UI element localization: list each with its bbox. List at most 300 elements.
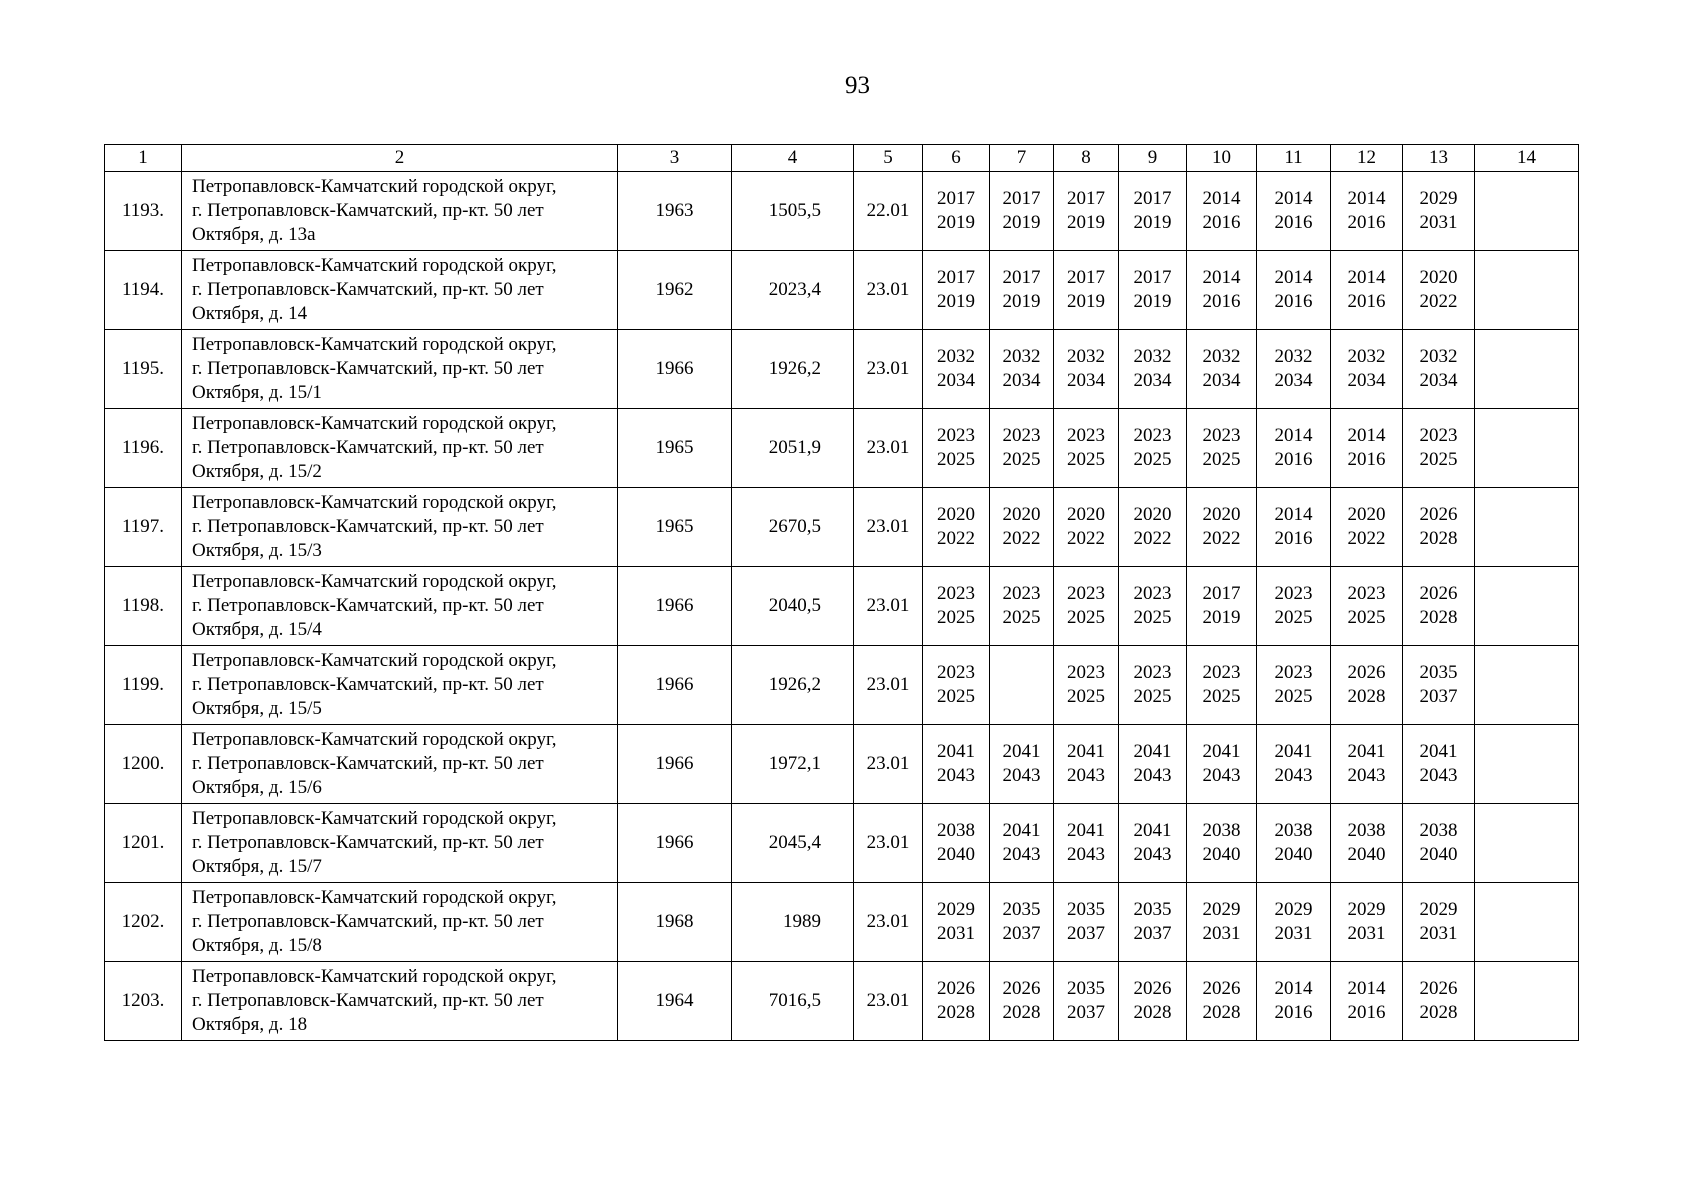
period-end-year: 2025 xyxy=(1419,449,1458,470)
period-end-year: 2019 xyxy=(1067,291,1105,312)
address-line: Октября, д. 14 xyxy=(192,303,308,324)
period-end-year: 2025 xyxy=(937,607,975,628)
address-line: Октября, д. 15/2 xyxy=(192,461,322,482)
period-cell-col-7 xyxy=(990,172,1054,251)
period-start-year: 2032 xyxy=(1067,346,1105,367)
period-cell-col-13 xyxy=(1403,172,1475,251)
row-number: 1198. xyxy=(105,567,182,646)
address-cell xyxy=(182,409,618,488)
column-header-11: 11 xyxy=(1257,145,1331,172)
period-end-year: 2025 xyxy=(1274,686,1313,707)
period-cell-col-9 xyxy=(1119,883,1187,962)
row-number: 1203. xyxy=(105,962,182,1041)
period-cell-col-9 xyxy=(1119,488,1187,567)
address-line: Октября, д. 15/1 xyxy=(192,382,322,403)
period-start-year: 2020 xyxy=(1347,504,1386,525)
period-cell-col-8 xyxy=(1054,962,1119,1041)
column-header-10: 10 xyxy=(1187,145,1257,172)
period-end-year: 2019 xyxy=(1202,607,1241,628)
period-cell-col-12 xyxy=(1331,962,1403,1041)
period-start-year: 2014 xyxy=(1347,267,1386,288)
address-line: Петропавловск-Камчатский городской округ, xyxy=(192,650,557,671)
period-start-year: 2017 xyxy=(937,267,975,288)
period-end-year: 2025 xyxy=(1133,686,1172,707)
table-header xyxy=(105,145,1579,172)
code-cell: 23.01 xyxy=(854,883,923,962)
period-end-year: 2016 xyxy=(1274,212,1313,233)
code-cell: 23.01 xyxy=(854,804,923,883)
period-cell-col-11 xyxy=(1257,488,1331,567)
period-start-year: 2041 xyxy=(1002,741,1041,762)
period-cell-col-11 xyxy=(1257,962,1331,1041)
table-row xyxy=(105,567,1579,646)
build-year: 1966 xyxy=(618,725,732,804)
address-cell xyxy=(182,725,618,804)
period-end-year: 2034 xyxy=(1202,370,1241,391)
period-start-year: 2035 xyxy=(1067,978,1105,999)
period-start-year: 2017 xyxy=(1002,188,1041,209)
address-line: г. Петропавловск-Камчатский, пр-кт. 50 лет xyxy=(192,437,544,458)
period-cell-col-11 xyxy=(1257,251,1331,330)
period-end-year: 2040 xyxy=(1274,844,1313,865)
period-start-year: 2038 xyxy=(1419,820,1458,841)
period-start-year: 2026 xyxy=(1419,504,1458,525)
address-line: Октября, д. 15/4 xyxy=(192,619,322,640)
address-line: г. Петропавловск-Камчатский, пр-кт. 50 лет xyxy=(192,911,544,932)
col14-cell xyxy=(1475,251,1579,330)
period-end-year: 2034 xyxy=(1002,370,1041,391)
period-cell-col-7 xyxy=(990,251,1054,330)
period-start-year: 2026 xyxy=(1347,662,1386,683)
col14-cell xyxy=(1475,488,1579,567)
period-end-year: 2040 xyxy=(937,844,975,865)
period-start-year: 2029 xyxy=(1419,899,1458,920)
table-row xyxy=(105,251,1579,330)
row-number: 1195. xyxy=(105,330,182,409)
code-cell: 23.01 xyxy=(854,962,923,1041)
period-cell-col-13 xyxy=(1403,488,1475,567)
period-end-year: 2043 xyxy=(1274,765,1313,786)
period-cell-col-13 xyxy=(1403,409,1475,488)
total-area: 2045,4 xyxy=(732,804,854,883)
code-cell: 23.01 xyxy=(854,567,923,646)
period-cell-col-11 xyxy=(1257,567,1331,646)
build-year: 1968 xyxy=(618,883,732,962)
period-cell-col-8 xyxy=(1054,251,1119,330)
period-start-year: 2020 xyxy=(1202,504,1241,525)
period-end-year: 2034 xyxy=(1274,370,1313,391)
total-area: 1989 xyxy=(732,883,854,962)
address-line: г. Петропавловск-Камчатский, пр-кт. 50 лет xyxy=(192,200,544,221)
period-start-year: 2020 xyxy=(937,504,975,525)
period-end-year: 2031 xyxy=(1202,923,1241,944)
period-end-year: 2028 xyxy=(1347,686,1386,707)
address-line: Петропавловск-Камчатский городской округ, xyxy=(192,808,557,829)
col14-cell xyxy=(1475,409,1579,488)
address-line: г. Петропавловск-Камчатский, пр-кт. 50 лет xyxy=(192,358,544,379)
period-start-year: 2023 xyxy=(937,425,975,446)
period-cell-col-9 xyxy=(1119,567,1187,646)
build-year: 1966 xyxy=(618,646,732,725)
period-start-year: 2032 xyxy=(1133,346,1172,367)
address-cell xyxy=(182,172,618,251)
period-end-year: 2016 xyxy=(1347,291,1386,312)
period-start-year: 2041 xyxy=(1202,741,1241,762)
period-end-year: 2028 xyxy=(1419,1002,1458,1023)
address-line: Октября, д. 15/5 xyxy=(192,698,322,719)
period-cell-col-7 xyxy=(990,883,1054,962)
period-cell-col-6 xyxy=(923,962,990,1041)
address-line: г. Петропавловск-Камчатский, пр-кт. 50 лет xyxy=(192,595,544,616)
period-cell-col-8 xyxy=(1054,646,1119,725)
period-end-year: 2040 xyxy=(1202,844,1241,865)
period-end-year: 2019 xyxy=(1133,212,1172,233)
period-cell-col-13 xyxy=(1403,725,1475,804)
period-start-year: 2014 xyxy=(1347,978,1386,999)
period-start-year: 2014 xyxy=(1274,425,1313,446)
address-line: Петропавловск-Камчатский городской округ, xyxy=(192,887,557,908)
period-end-year: 2022 xyxy=(1002,528,1041,549)
period-start-year: 2038 xyxy=(1202,820,1241,841)
period-end-year: 2043 xyxy=(1002,765,1041,786)
period-cell-col-10 xyxy=(1187,962,1257,1041)
address-line: Петропавловск-Камчатский городской округ, xyxy=(192,492,557,513)
period-cell-col-7 xyxy=(990,330,1054,409)
col14-cell xyxy=(1475,883,1579,962)
address-line: Октября, д. 15/3 xyxy=(192,540,322,561)
period-cell-col-10 xyxy=(1187,488,1257,567)
period-cell-col-10 xyxy=(1187,725,1257,804)
build-year: 1966 xyxy=(618,567,732,646)
address-cell xyxy=(182,251,618,330)
period-cell-col-13 xyxy=(1403,962,1475,1041)
period-end-year: 2016 xyxy=(1347,449,1386,470)
address-line: Октября, д. 18 xyxy=(192,1014,308,1035)
period-end-year: 2025 xyxy=(1002,449,1041,470)
period-end-year: 2034 xyxy=(1133,370,1172,391)
period-end-year: 2043 xyxy=(937,765,975,786)
period-end-year: 2025 xyxy=(1002,607,1041,628)
code-cell: 23.01 xyxy=(854,646,923,725)
build-year: 1965 xyxy=(618,488,732,567)
period-cell-col-11 xyxy=(1257,725,1331,804)
address-line: г. Петропавловск-Камчатский, пр-кт. 50 лет xyxy=(192,516,544,537)
col14-cell xyxy=(1475,172,1579,251)
row-number: 1199. xyxy=(105,646,182,725)
period-end-year: 2040 xyxy=(1347,844,1386,865)
table-body xyxy=(105,172,1579,1041)
period-end-year: 2034 xyxy=(937,370,975,391)
period-cell-col-6 xyxy=(923,488,990,567)
period-start-year: 2020 xyxy=(1002,504,1041,525)
address-cell xyxy=(182,962,618,1041)
period-cell-col-13 xyxy=(1403,646,1475,725)
period-start-year: 2023 xyxy=(1002,583,1041,604)
period-end-year: 2016 xyxy=(1347,212,1386,233)
total-area: 1926,2 xyxy=(732,646,854,725)
period-cell-col-13 xyxy=(1403,567,1475,646)
period-start-year: 2023 xyxy=(1133,583,1172,604)
period-cell-col-8 xyxy=(1054,725,1119,804)
column-header-4: 4 xyxy=(732,145,854,172)
period-cell-col-7 xyxy=(990,409,1054,488)
table-row xyxy=(105,804,1579,883)
period-end-year: 2016 xyxy=(1274,1002,1313,1023)
period-start-year: 2017 xyxy=(1067,188,1105,209)
period-cell-col-10 xyxy=(1187,804,1257,883)
code-cell: 23.01 xyxy=(854,488,923,567)
period-start-year: 2032 xyxy=(1002,346,1041,367)
period-end-year: 2028 xyxy=(1419,607,1458,628)
period-cell-col-9 xyxy=(1119,409,1187,488)
period-cell-col-9 xyxy=(1119,804,1187,883)
period-start-year: 2023 xyxy=(1002,425,1041,446)
period-end-year: 2043 xyxy=(1133,844,1172,865)
period-cell-col-8 xyxy=(1054,409,1119,488)
period-cell-col-6 xyxy=(923,804,990,883)
period-cell-col-6 xyxy=(923,883,990,962)
period-cell-col-11 xyxy=(1257,409,1331,488)
table-row xyxy=(105,725,1579,804)
column-header-6: 6 xyxy=(923,145,990,172)
period-end-year: 2022 xyxy=(1133,528,1172,549)
build-year: 1966 xyxy=(618,804,732,883)
address-line: г. Петропавловск-Камчатский, пр-кт. 50 лет xyxy=(192,279,544,300)
period-start-year: 2041 xyxy=(1274,741,1313,762)
period-end-year: 2037 xyxy=(1067,923,1105,944)
period-cell-col-10 xyxy=(1187,646,1257,725)
period-end-year: 2016 xyxy=(1274,449,1313,470)
period-start-year: 2014 xyxy=(1202,188,1241,209)
period-cell-col-10 xyxy=(1187,409,1257,488)
address-cell xyxy=(182,330,618,409)
period-end-year: 2019 xyxy=(1133,291,1172,312)
period-cell-col-13 xyxy=(1403,251,1475,330)
period-cell-col-10 xyxy=(1187,567,1257,646)
period-start-year: 2017 xyxy=(1133,188,1172,209)
period-start-year: 2023 xyxy=(1067,583,1105,604)
period-start-year: 2023 xyxy=(1274,662,1313,683)
period-cell-col-12 xyxy=(1331,488,1403,567)
column-header-7: 7 xyxy=(990,145,1054,172)
period-cell-col-7 xyxy=(990,488,1054,567)
build-year: 1965 xyxy=(618,409,732,488)
col14-cell xyxy=(1475,804,1579,883)
period-cell-col-8 xyxy=(1054,172,1119,251)
period-start-year: 2026 xyxy=(937,978,975,999)
address-line: Петропавловск-Камчатский городской округ, xyxy=(192,334,557,355)
period-cell-col-10 xyxy=(1187,172,1257,251)
period-end-year: 2031 xyxy=(1419,923,1458,944)
period-start-year: 2026 xyxy=(1419,978,1458,999)
period-cell-col-12 xyxy=(1331,804,1403,883)
period-end-year: 2019 xyxy=(1067,212,1105,233)
period-cell-col-12 xyxy=(1331,172,1403,251)
period-end-year: 2025 xyxy=(1133,449,1172,470)
period-start-year: 2017 xyxy=(1002,267,1041,288)
period-cell-col-6 xyxy=(923,725,990,804)
total-area: 1972,1 xyxy=(732,725,854,804)
build-year: 1962 xyxy=(618,251,732,330)
column-header-9: 9 xyxy=(1119,145,1187,172)
period-end-year: 2031 xyxy=(1419,212,1458,233)
period-cell-col-11 xyxy=(1257,646,1331,725)
period-cell-col-11 xyxy=(1257,883,1331,962)
period-end-year: 2040 xyxy=(1419,844,1458,865)
row-number: 1193. xyxy=(105,172,182,251)
address-line: г. Петропавловск-Камчатский, пр-кт. 50 лет xyxy=(192,753,544,774)
address-cell xyxy=(182,567,618,646)
build-year: 1966 xyxy=(618,330,732,409)
total-area: 2023,4 xyxy=(732,251,854,330)
period-end-year: 2019 xyxy=(937,291,975,312)
period-end-year: 2016 xyxy=(1347,1002,1386,1023)
address-line: Петропавловск-Камчатский городской округ, xyxy=(192,966,557,987)
period-start-year: 2023 xyxy=(1133,425,1172,446)
period-end-year: 2025 xyxy=(937,686,975,707)
col14-cell xyxy=(1475,330,1579,409)
period-start-year: 2026 xyxy=(1202,978,1241,999)
period-end-year: 2019 xyxy=(1002,212,1041,233)
period-end-year: 2025 xyxy=(1067,449,1105,470)
total-area: 2040,5 xyxy=(732,567,854,646)
period-start-year: 2014 xyxy=(1347,425,1386,446)
total-area: 1926,2 xyxy=(732,330,854,409)
period-start-year: 2014 xyxy=(1274,188,1313,209)
period-start-year: 2023 xyxy=(1202,425,1241,446)
code-cell: 23.01 xyxy=(854,251,923,330)
period-start-year: 2026 xyxy=(1133,978,1172,999)
period-end-year: 2028 xyxy=(1133,1002,1172,1023)
period-cell-col-8 xyxy=(1054,567,1119,646)
period-end-year: 2022 xyxy=(1347,528,1386,549)
period-cell-col-7 xyxy=(990,804,1054,883)
period-start-year: 2041 xyxy=(937,741,975,762)
period-start-year: 2023 xyxy=(1202,662,1241,683)
period-end-year: 2028 xyxy=(1202,1002,1241,1023)
period-end-year: 2043 xyxy=(1419,765,1458,786)
column-header-5: 5 xyxy=(854,145,923,172)
period-start-year: 2023 xyxy=(937,583,975,604)
period-start-year: 2029 xyxy=(1347,899,1386,920)
column-header-13: 13 xyxy=(1403,145,1475,172)
row-number: 1201. xyxy=(105,804,182,883)
period-cell-col-9 xyxy=(1119,646,1187,725)
period-start-year: 2032 xyxy=(1202,346,1241,367)
address-line: Петропавловск-Камчатский городской округ, xyxy=(192,255,557,276)
period-end-year: 2034 xyxy=(1067,370,1105,391)
period-cell-col-9 xyxy=(1119,725,1187,804)
period-end-year: 2043 xyxy=(1067,844,1105,865)
total-area: 1505,5 xyxy=(732,172,854,251)
period-start-year: 2020 xyxy=(1133,504,1172,525)
period-end-year: 2025 xyxy=(1067,607,1105,628)
period-start-year: 2020 xyxy=(1419,267,1458,288)
period-end-year: 2037 xyxy=(1067,1002,1105,1023)
period-end-year: 2043 xyxy=(1347,765,1386,786)
build-year: 1964 xyxy=(618,962,732,1041)
period-end-year: 2028 xyxy=(1002,1002,1041,1023)
period-start-year: 2041 xyxy=(1002,820,1041,841)
period-cell-col-7 xyxy=(990,646,1054,725)
address-line: г. Петропавловск-Камчатский, пр-кт. 50 лет xyxy=(192,990,544,1011)
period-start-year: 2023 xyxy=(1274,583,1313,604)
page-number: 93 xyxy=(845,72,870,99)
period-cell-col-9 xyxy=(1119,330,1187,409)
period-end-year: 2037 xyxy=(1002,923,1041,944)
address-cell xyxy=(182,488,618,567)
period-cell-col-12 xyxy=(1331,251,1403,330)
period-start-year: 2017 xyxy=(1202,583,1241,604)
period-cell-col-9 xyxy=(1119,962,1187,1041)
period-cell-col-6 xyxy=(923,409,990,488)
address-cell xyxy=(182,804,618,883)
period-start-year: 2023 xyxy=(1067,662,1105,683)
period-start-year: 2017 xyxy=(1067,267,1105,288)
period-start-year: 2023 xyxy=(1133,662,1172,683)
table-row xyxy=(105,172,1579,251)
period-cell-col-12 xyxy=(1331,409,1403,488)
period-end-year: 2025 xyxy=(1202,686,1241,707)
period-cell-col-10 xyxy=(1187,883,1257,962)
period-cell-col-12 xyxy=(1331,883,1403,962)
period-end-year: 2025 xyxy=(1274,607,1313,628)
period-start-year: 2026 xyxy=(1419,583,1458,604)
period-start-year: 2023 xyxy=(1067,425,1105,446)
period-start-year: 2020 xyxy=(1067,504,1105,525)
period-start-year: 2041 xyxy=(1419,741,1458,762)
period-cell-col-11 xyxy=(1257,172,1331,251)
column-header-2: 2 xyxy=(182,145,618,172)
period-start-year: 2023 xyxy=(937,662,975,683)
period-start-year: 2032 xyxy=(1274,346,1313,367)
period-cell-col-6 xyxy=(923,330,990,409)
table-row xyxy=(105,330,1579,409)
period-end-year: 2019 xyxy=(1002,291,1041,312)
address-line: Петропавловск-Камчатский городской округ, xyxy=(192,176,557,197)
period-cell-col-8 xyxy=(1054,804,1119,883)
period-start-year: 2035 xyxy=(1133,899,1172,920)
address-line: Петропавловск-Камчатский городской округ, xyxy=(192,413,557,434)
column-header-8: 8 xyxy=(1054,145,1119,172)
period-start-year: 2035 xyxy=(1067,899,1105,920)
period-cell-col-6 xyxy=(923,567,990,646)
period-cell-col-6 xyxy=(923,172,990,251)
period-end-year: 2043 xyxy=(1202,765,1241,786)
address-cell xyxy=(182,646,618,725)
period-start-year: 2038 xyxy=(1347,820,1386,841)
period-start-year: 2032 xyxy=(1419,346,1458,367)
period-cell-col-10 xyxy=(1187,251,1257,330)
period-start-year: 2038 xyxy=(1274,820,1313,841)
period-start-year: 2035 xyxy=(1002,899,1041,920)
address-line: Октября, д. 13а xyxy=(192,224,316,245)
address-line: Октября, д. 15/6 xyxy=(192,777,322,798)
col14-cell xyxy=(1475,725,1579,804)
period-cell-col-6 xyxy=(923,646,990,725)
row-number: 1200. xyxy=(105,725,182,804)
period-end-year: 2025 xyxy=(1133,607,1172,628)
period-end-year: 2019 xyxy=(937,212,975,233)
column-header-3: 3 xyxy=(618,145,732,172)
column-header-12: 12 xyxy=(1331,145,1403,172)
period-end-year: 2022 xyxy=(1067,528,1105,549)
table-row xyxy=(105,962,1579,1041)
period-start-year: 2038 xyxy=(937,820,975,841)
period-start-year: 2032 xyxy=(937,346,975,367)
col14-cell xyxy=(1475,646,1579,725)
period-start-year: 2026 xyxy=(1002,978,1041,999)
